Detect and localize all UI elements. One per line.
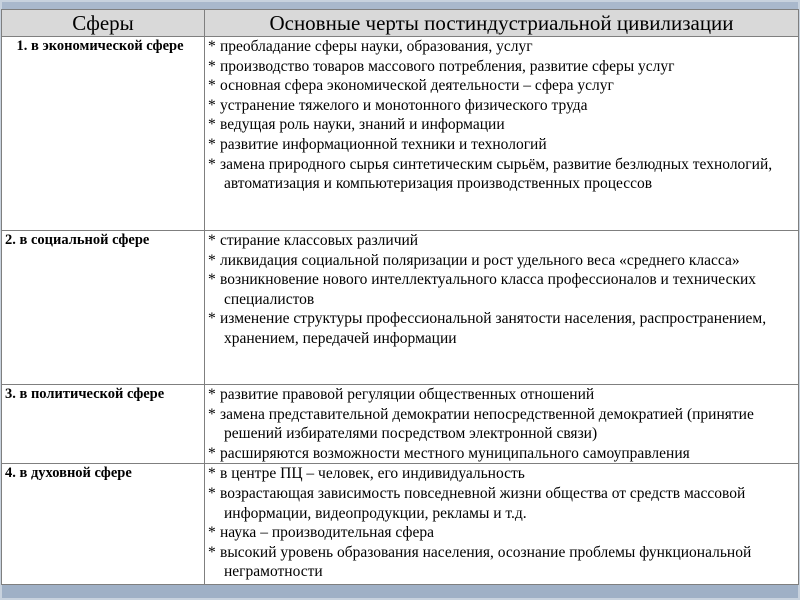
bullet-star: * (208, 543, 216, 561)
sphere-spiritual: 4. в духовной сфере (2, 464, 205, 585)
feature-text: основная сфера экономической деятельности – сфера услуг (220, 77, 614, 95)
feature-item (208, 155, 795, 194)
bullet-star: * (208, 77, 216, 95)
table-row (2, 464, 799, 585)
feature-text: изменение структуры профессиональной занятости населения, распространением, хранением, передачей информации (220, 310, 767, 347)
feature-item (208, 57, 795, 77)
bullet-star: * (208, 386, 216, 403)
feature-text: расширяются возможности местного муниципального самоуправления (220, 444, 690, 462)
feature-text: возрастающая зависимость повседневной жизни общества от средств массовой информации, видеопродукции, рекламы и т.д. (220, 484, 746, 522)
bullet-star: * (208, 155, 216, 173)
bullet-star: * (208, 405, 216, 423)
feature-text: устранение тяжелого и монотонного физического труда (220, 96, 588, 114)
feature-text: высокий уровень образования населения, осознание проблемы функциональной неграмотности (220, 543, 752, 581)
feature-item (208, 444, 795, 464)
feature-item (208, 523, 795, 543)
table-row (2, 385, 799, 464)
bullet-star: * (208, 271, 216, 289)
feature-text: замена природного сырья синтетическим сырьём, развитие безлюдных технологий, автоматизация и компьютеризация производственных процессов (220, 155, 773, 193)
feature-text: ликвидация социальной поляризации и рост удельного веса «среднего класса» (220, 251, 740, 269)
feature-item (208, 270, 795, 309)
feature-text: развитие информационной техники и технологий (220, 135, 547, 153)
sphere-economic: 1. в экономической сфере (2, 37, 205, 231)
bullet-star: * (208, 310, 216, 328)
feature-text: возникновение нового интеллектуального класса профессионалов и технических специалистов (220, 271, 757, 308)
feature-item (208, 96, 795, 116)
table-header-row (2, 10, 799, 37)
feature-item (208, 231, 795, 251)
features-spiritual (205, 464, 799, 585)
feature-item (208, 251, 795, 271)
feature-item (208, 135, 795, 155)
features-economic (205, 37, 799, 231)
feature-text: стирание классовых различий (220, 232, 419, 249)
features-social (205, 231, 799, 385)
bullet-star: * (208, 444, 216, 462)
feature-text: ведущая роль науки, знаний и информации (220, 116, 505, 134)
feature-item (208, 543, 795, 582)
feature-item (208, 405, 795, 444)
header-features: Основные черты постиндустриальной цивилизации (205, 10, 799, 37)
bullet-star: * (208, 38, 216, 55)
feature-item (208, 76, 795, 96)
bullet-star: * (208, 484, 216, 502)
feature-item (208, 385, 795, 405)
bullet-star: * (208, 232, 216, 249)
feature-text: производство товаров массового потребления, развитие сферы услуг (220, 57, 675, 75)
bullet-star: * (208, 135, 216, 153)
feature-item (208, 309, 795, 348)
feature-item (208, 115, 795, 135)
table-row (2, 37, 799, 231)
feature-text: развитие правовой регуляции общественных отношений (220, 386, 595, 403)
header-spheres: Сферы (2, 10, 205, 37)
table-row (2, 231, 799, 385)
feature-item (208, 484, 795, 523)
bullet-star: * (208, 116, 216, 134)
features-political (205, 385, 799, 464)
bullet-star: * (208, 96, 216, 114)
feature-item (208, 37, 795, 57)
feature-text: преобладание сферы науки, образования, услуг (220, 38, 533, 55)
sphere-social: 2. в социальной сфере (2, 231, 205, 385)
bullet-star: * (208, 251, 216, 269)
bullet-star: * (208, 57, 216, 75)
civilization-table (1, 9, 799, 585)
bullet-star: * (208, 524, 216, 542)
feature-text: наука – производительная сфера (220, 524, 434, 542)
sphere-political: 3. в политической сфере (2, 385, 205, 464)
bullet-star: * (208, 465, 216, 483)
feature-text: в центре ПЦ – человек, его индивидуальность (220, 465, 525, 483)
feature-item (208, 464, 795, 484)
feature-text: замена представительной демократии непосредственной демократией (принятие решений избирателями посредством электронной связи) (220, 405, 754, 443)
